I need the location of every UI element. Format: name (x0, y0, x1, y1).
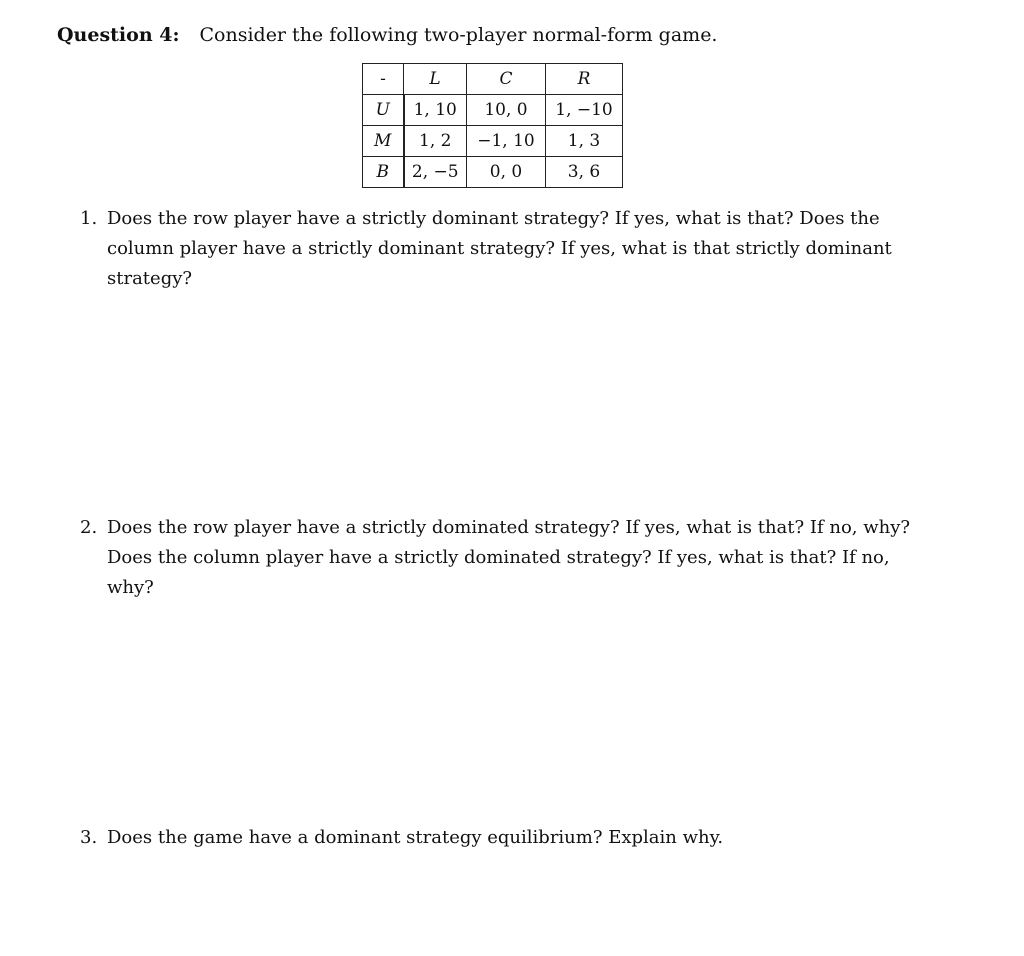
sub-question-text: Does the row player have a strictly dominant strategy? If yes, what is that? Does the column player have a strictly dominant strategy? If yes, what is that strictly dominant strategy? (107, 208, 892, 289)
question-heading (57, 22, 717, 48)
sub-question-3 (80, 823, 940, 853)
question-label: Question 4: (57, 24, 180, 46)
column-header-r: R (546, 64, 623, 95)
question-prompt: Consider the following two-player normal-form game. (199, 24, 718, 46)
sub-question-number: 3. (80, 827, 98, 848)
payoff-cell-b-r: 3, 6 (546, 157, 623, 188)
sub-question-2 (80, 513, 940, 603)
sub-question-text: Does the game have a dominant strategy equilibrium? Explain why. (107, 827, 724, 848)
sub-question-text: Does the row player have a strictly dominated strategy? If yes, what is that? If no, why? Does the column player have a strictly dominated strategy? If yes, what is that? If no, why? (107, 517, 911, 598)
column-header-l: L (404, 64, 467, 95)
sub-question-number: 1. (80, 208, 98, 229)
table-header-row (363, 64, 623, 95)
payoff-cell-b-c: 0, 0 (467, 157, 546, 188)
payoff-cell-m-c: −1, 10 (467, 126, 546, 157)
payoff-cell-u-r: 1, −10 (546, 95, 623, 126)
payoff-cell-m-l: 1, 2 (404, 126, 467, 157)
sub-question-number: 2. (80, 517, 98, 538)
row-header-m: M (363, 126, 404, 157)
table-row-u (363, 95, 623, 126)
table-row-m (363, 126, 623, 157)
column-header-c: C (467, 64, 546, 95)
payoff-matrix (362, 63, 623, 188)
row-header-u: U (363, 95, 404, 126)
sub-question-1 (80, 204, 940, 294)
payoff-cell-u-c: 10, 0 (467, 95, 546, 126)
table-corner-cell: - (363, 64, 404, 95)
row-header-b: B (363, 157, 404, 188)
table-row-b (363, 157, 623, 188)
payoff-cell-u-l: 1, 10 (404, 95, 467, 126)
payoff-cell-b-l: 2, −5 (404, 157, 467, 188)
payoff-cell-m-r: 1, 3 (546, 126, 623, 157)
